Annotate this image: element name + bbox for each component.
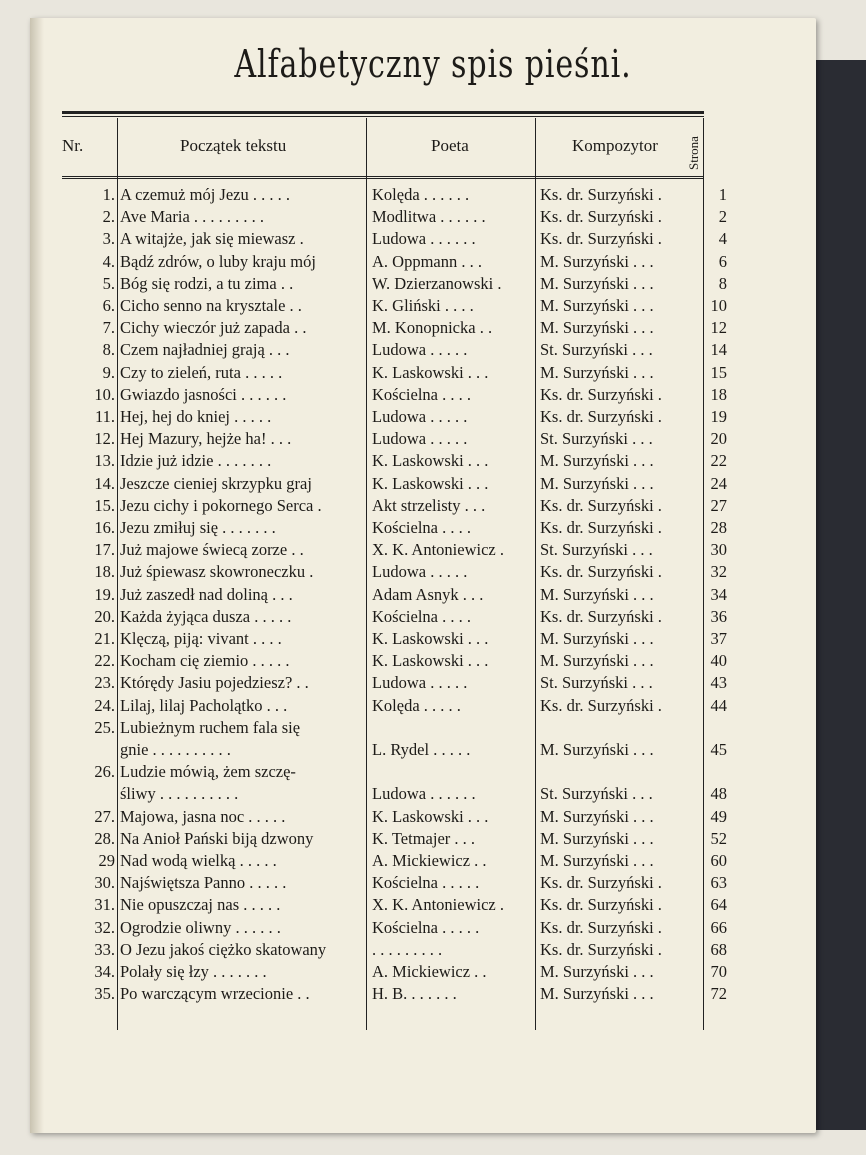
cell-poet: A. Mickiewicz . . (372, 962, 487, 981)
cell-number: 28. (94, 828, 115, 848)
cell-number: 25. (94, 717, 115, 737)
cell-number: 1. (102, 185, 115, 204)
cell-composer: Ks. dr. Surzyński . (540, 895, 662, 915)
cell-text-start: Po warczącym wrzecionie . . (120, 984, 310, 1004)
cell-text-start: Lilaj, lilaj Pacholątko . . . (120, 695, 288, 715)
cell-composer: Ks. dr. Surzyński . (540, 518, 662, 537)
table-row (62, 850, 727, 872)
table-row (62, 672, 727, 694)
table-row (62, 628, 727, 650)
cell-composer: St. Surzyński . . . (540, 673, 653, 693)
cell-text-start: Hej, hej do kniej . . . . . (120, 407, 272, 426)
cell-poet: X. K. Antoniewicz . (372, 895, 504, 915)
cell-text-start: Najświętsza Panno . . . . . (120, 873, 287, 893)
cell-poet: K. Tetmajer . . . (372, 828, 476, 848)
cell-page: 34 (710, 584, 727, 604)
cell-text-start: Czy to zieleń, ruta . . . . . (120, 362, 283, 382)
cell-text-start: Bądź zdrów, o luby kraju mój (120, 251, 316, 271)
header-text: Początek tekstu (180, 136, 287, 155)
cell-composer: Ks. dr. Surzyński . (540, 185, 662, 204)
cell-page: 30 (710, 540, 727, 560)
cell-text-start: A witajże, jak się miewasz . (120, 229, 304, 249)
cell-text-start: śliwy . . . . . . . . . . (120, 784, 239, 804)
cell-composer: M. Surzyński . . . (540, 251, 654, 271)
cell-number: 31. (94, 895, 115, 915)
table-row (62, 961, 727, 983)
cell-text-start: Już śpiewasz skowroneczku . (120, 562, 314, 582)
cell-page: 22 (710, 451, 727, 471)
cell-composer: Ks. dr. Surzyński . (540, 917, 662, 937)
table-row (62, 362, 727, 384)
cell-number: 27. (94, 806, 115, 826)
table-row (62, 517, 727, 539)
cell-text-start: Którędy Jasiu pojedziesz? . . (120, 673, 309, 693)
table-row (62, 473, 727, 495)
table-row (62, 450, 727, 472)
cell-text-start: gnie . . . . . . . . . . (120, 740, 231, 759)
table-row (62, 761, 722, 783)
cell-composer: St. Surzyński . . . (540, 340, 653, 360)
cell-poet: Akt strzelisty . . . (372, 495, 486, 515)
cell-poet: Kościelna . . . . (372, 384, 471, 404)
table-row (62, 894, 727, 916)
cell-page: 10 (710, 296, 727, 315)
table-row (62, 339, 727, 361)
cell-number: 22. (94, 651, 115, 671)
table-row (62, 983, 727, 1005)
cell-composer: M. Surzyński . . . (540, 806, 654, 826)
cell-number: 7. (102, 318, 115, 338)
cell-page: 24 (710, 473, 727, 493)
cell-text-start: Polały się łzy . . . . . . . (120, 962, 267, 981)
cell-page: 72 (710, 984, 727, 1004)
cell-composer: Ks. dr. Surzyński . (540, 562, 662, 582)
cell-number: 10. (94, 384, 115, 404)
table-row (62, 939, 727, 961)
cell-poet: K. Laskowski . . . (372, 651, 489, 671)
cell-poet: Kościelna . . . . (372, 518, 471, 537)
cell-page: 32 (710, 562, 727, 582)
cell-poet: X. K. Antoniewicz . (372, 540, 504, 560)
cell-page: 36 (710, 606, 727, 626)
table-row (62, 295, 727, 317)
header-composer: Kompozytor (572, 136, 658, 155)
table-row (62, 184, 727, 206)
cell-composer: M. Surzyński . . . (540, 318, 654, 338)
cell-poet: K. Gliński . . . . (372, 296, 474, 315)
cell-text-start: Kocham cię ziemio . . . . . (120, 651, 290, 671)
cell-composer: M. Surzyński . . . (540, 651, 654, 671)
table-row (62, 584, 727, 606)
cell-composer: M. Surzyński . . . (540, 629, 654, 648)
cell-text-start: Nad wodą wielką . . . . . (120, 851, 277, 870)
cell-poet: K. Laskowski . . . (372, 362, 489, 382)
cell-text-start: Cicho senno na krysztale . . (120, 296, 302, 315)
cell-poet: Ludowa . . . . . (372, 340, 468, 360)
cell-page: 49 (710, 806, 727, 826)
cell-poet: Ludowa . . . . . . (372, 784, 476, 804)
cell-page: 66 (710, 917, 727, 937)
table-row (62, 317, 727, 339)
table-row (62, 606, 727, 628)
cell-page: 8 (718, 273, 727, 293)
cell-number: 18. (94, 562, 115, 582)
cell-text-start: O Jezu jakoś ciężko skatowany (120, 939, 327, 959)
table-row (62, 739, 727, 761)
book-cover-edge (816, 60, 866, 1130)
cell-poet: Modlitwa . . . . . . (372, 207, 486, 227)
cell-text-start: Ludzie mówią, żem szczę- (120, 762, 296, 782)
cell-text-start: Już majowe świecą zorze . . (120, 540, 304, 560)
cell-page: 28 (710, 518, 727, 537)
page-title: Alfabetyczny spis pieśni. (234, 42, 632, 86)
cell-number: 3. (102, 229, 115, 249)
cell-composer: M. Surzyński . . . (540, 851, 654, 870)
cell-composer: Ks. dr. Surzyński . (540, 407, 662, 426)
cell-composer: M. Surzyński . . . (540, 584, 654, 604)
cell-page: 19 (710, 407, 727, 426)
cell-number: 26. (94, 762, 115, 782)
table-row (62, 384, 727, 406)
cell-composer: St. Surzyński . . . (540, 429, 653, 449)
cell-text-start: Nie opuszczaj nas . . . . . (120, 895, 281, 915)
cell-number: 29 (98, 851, 115, 870)
cell-number: 9. (102, 362, 115, 382)
cell-page: 68 (710, 939, 727, 959)
cell-poet: A. Mickiewicz . . (372, 851, 487, 870)
cell-text-start: Czem najładniej grają . . . (120, 340, 290, 360)
cell-composer: M. Surzyński . . . (540, 273, 654, 293)
table-row (62, 917, 727, 939)
table-row (62, 406, 727, 428)
cell-page: 20 (710, 429, 727, 449)
table-row (62, 495, 727, 517)
cell-text-start: Bóg się rodzi, a tu zima . . (120, 273, 294, 293)
table-row (62, 717, 722, 739)
cell-text-start: Cichy wieczór już zapada . . (120, 318, 307, 338)
cell-number: 20. (94, 606, 115, 626)
cell-poet: H. B. . . . . . . (372, 984, 457, 1004)
cell-number: 8. (102, 340, 115, 360)
cell-poet: Kościelna . . . . (372, 606, 471, 626)
cell-number: 5. (102, 273, 115, 293)
cell-composer: M. Surzyński . . . (540, 473, 654, 493)
cell-page: 2 (718, 207, 727, 227)
cell-composer: Ks. dr. Surzyński . (540, 229, 662, 249)
header-nr: Nr. (62, 136, 84, 155)
cell-text-start: Na Anioł Pański biją dzwony (120, 828, 314, 848)
cell-poet: Ludowa . . . . . (372, 673, 468, 693)
cell-page: 64 (710, 895, 727, 915)
table-row (62, 228, 727, 250)
cell-page: 14 (710, 340, 727, 360)
cell-number: 14. (94, 473, 115, 493)
cell-page: 52 (710, 828, 727, 848)
cell-number: 24. (94, 695, 115, 715)
cell-number: 23. (94, 673, 115, 693)
cell-composer: Ks. dr. Surzyński . (540, 939, 662, 959)
header-rule-thick (62, 111, 704, 114)
cell-text-start: Już zaszedł nad doliną . . . (120, 584, 293, 604)
cell-text-start: A czemuż mój Jezu . . . . . (120, 185, 290, 204)
table-row (62, 872, 727, 894)
cell-poet: K. Laskowski . . . (372, 806, 489, 826)
cell-composer: Ks. dr. Surzyński . (540, 207, 662, 227)
cell-page: 44 (710, 695, 727, 715)
cell-text-start: Każda żyjąca dusza . . . . . (120, 606, 292, 626)
cell-page: 4 (718, 229, 727, 249)
cell-page: 43 (710, 673, 727, 693)
cell-poet: Adam Asnyk . . . (372, 584, 484, 604)
cell-number: 16. (94, 518, 115, 537)
cell-text-start: Idzie już idzie . . . . . . . (120, 451, 272, 471)
table-row (62, 206, 727, 228)
table-row (62, 273, 727, 295)
cell-composer: Ks. dr. Surzyński . (540, 606, 662, 626)
cell-composer: M. Surzyński . . . (540, 984, 654, 1004)
cell-poet: W. Dzierzanowski . (372, 273, 502, 293)
table-row (62, 806, 727, 828)
cell-text-start: Ave Maria . . . . . . . . . (120, 207, 265, 227)
table-row (62, 783, 727, 805)
cell-composer: M. Surzyński . . . (540, 362, 654, 382)
cell-text-start: Hej Mazury, hejże ha! . . . (120, 429, 292, 449)
cell-number: 34. (94, 962, 115, 981)
cell-page: 63 (710, 873, 727, 893)
cell-number: 11. (94, 407, 115, 426)
cell-text-start: Gwiazdo jasności . . . . . . (120, 384, 287, 404)
cell-text-start: Klęczą, piją: vivant . . . . (120, 629, 282, 648)
header-poet: Poeta (431, 136, 469, 155)
cell-poet: K. Laskowski . . . (372, 451, 489, 471)
cell-text-start: Jeszcze cieniej skrzypku graj (120, 473, 312, 493)
cell-page: 48 (710, 784, 727, 804)
table-row (62, 251, 727, 273)
cell-composer: Ks. dr. Surzyński . (540, 495, 662, 515)
cell-number: 4. (102, 251, 115, 271)
cell-composer: M. Surzyński . . . (540, 740, 654, 759)
cell-number: 19. (94, 584, 115, 604)
cell-poet: K. Laskowski . . . (372, 629, 489, 648)
cell-number: 13. (94, 451, 115, 471)
cell-poet: A. Oppmann . . . (372, 251, 482, 271)
cell-composer: St. Surzyński . . . (540, 540, 653, 560)
cell-number: 17. (94, 540, 115, 560)
header-rule-thin (62, 116, 704, 117)
cell-number: 2. (102, 207, 115, 227)
header-rule-bottom (62, 178, 704, 179)
cell-page: 6 (718, 251, 727, 271)
table-row (62, 561, 727, 583)
cell-number: 21. (94, 629, 115, 648)
table-header (62, 118, 704, 177)
cell-text-start: Majowa, jasna noc . . . . . (120, 806, 286, 826)
cell-number: 15. (94, 495, 115, 515)
cell-number: 33. (94, 939, 115, 959)
header-page: Strona (686, 136, 701, 170)
cell-composer: M. Surzyński . . . (540, 451, 654, 471)
cell-poet: L. Rydel . . . . . (372, 740, 471, 759)
cell-text-start: Lubieżnym ruchem fala się (120, 717, 301, 737)
cell-number: 6. (102, 296, 115, 315)
cell-composer: Ks. dr. Surzyński . (540, 384, 662, 404)
page-gutter (30, 18, 44, 1133)
cell-composer: Ks. dr. Surzyński . (540, 873, 662, 893)
cell-composer: M. Surzyński . . . (540, 962, 654, 981)
cell-page: 18 (710, 384, 727, 404)
cell-page: 12 (710, 318, 727, 338)
cell-poet: Kościelna . . . . . (372, 917, 480, 937)
table-row (62, 539, 727, 561)
cell-poet: Kolęda . . . . . (372, 695, 461, 715)
cell-poet: Ludowa . . . . . . (372, 229, 476, 249)
cell-page: 45 (710, 740, 727, 759)
cell-page: 1 (718, 185, 727, 204)
cell-composer: M. Surzyński . . . (540, 296, 654, 315)
cell-poet: Kościelna . . . . . (372, 873, 480, 893)
table-row (62, 828, 727, 850)
cell-poet: Kolęda . . . . . . (372, 185, 470, 204)
cell-poet: . . . . . . . . . (372, 939, 443, 959)
cell-number: 35. (94, 984, 115, 1004)
table-row (62, 695, 727, 717)
cell-number: 30. (94, 873, 115, 893)
cell-composer: Ks. dr. Surzyński . (540, 695, 662, 715)
cell-page: 15 (710, 362, 727, 382)
cell-poet: Ludowa . . . . . (372, 429, 468, 449)
cell-page: 27 (710, 495, 727, 515)
cell-composer: M. Surzyński . . . (540, 828, 654, 848)
cell-poet: M. Konopnicka . . (372, 318, 493, 338)
cell-poet: Ludowa . . . . . (372, 407, 468, 426)
cell-poet: K. Laskowski . . . (372, 473, 489, 493)
cell-text-start: Jezu zmiłuj się . . . . . . . (120, 518, 276, 537)
table-row (62, 650, 727, 672)
cell-composer: St. Surzyński . . . (540, 784, 653, 804)
cell-page: 37 (710, 629, 727, 648)
cell-number: 12. (94, 429, 115, 449)
cell-number: 32. (94, 917, 115, 937)
cell-page: 70 (710, 962, 727, 981)
table-row (62, 428, 727, 450)
cell-text-start: Ogrodzie oliwny . . . . . . (120, 917, 281, 937)
cell-page: 60 (710, 851, 727, 870)
cell-poet: Ludowa . . . . . (372, 562, 468, 582)
cell-text-start: Jezu cichy i pokornego Serca . (120, 495, 322, 515)
cell-page: 40 (710, 651, 727, 671)
